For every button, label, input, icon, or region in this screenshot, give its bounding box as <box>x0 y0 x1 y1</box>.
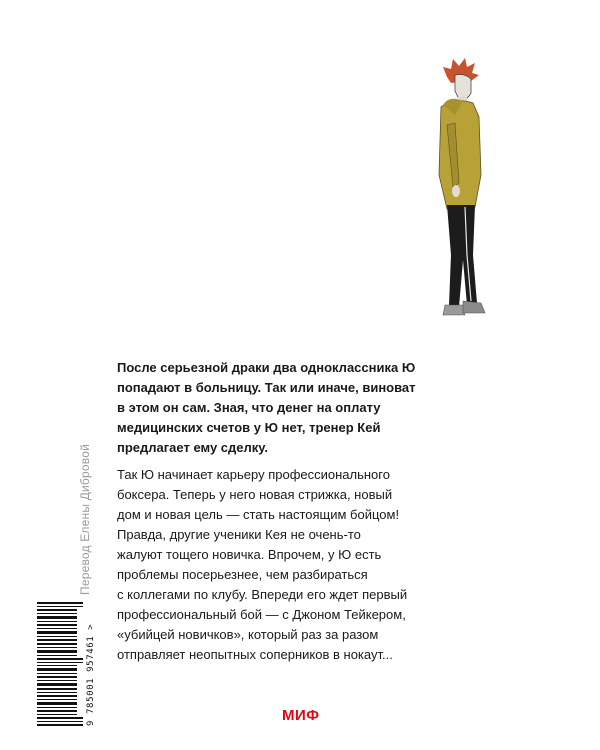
translator-credit: Перевод Елены Дибровой <box>78 444 92 595</box>
body-line: боксера. Теперь у него новая стрижка, новый <box>117 487 393 502</box>
body-line: «убийцей новичков», который раз за разом <box>117 627 379 642</box>
lead-line: предлагает ему сделку. <box>117 440 268 455</box>
publisher-logo: МИФ <box>282 707 320 724</box>
body-line: проблемы посерьезнее, чем разбираться <box>117 567 368 582</box>
body-line: отправляет неопытных соперников в нокаут... <box>117 647 393 662</box>
boy-figure-drawing <box>425 55 505 325</box>
lead-line: медицинских счетов у Ю нет, тренер Кей <box>117 420 381 435</box>
description-paragraph <box>117 465 437 665</box>
lead-paragraph <box>117 358 417 458</box>
body-line: с коллегами по клубу. Впереди его ждет первый <box>117 587 408 602</box>
body-line: профессиональный бой — с Джоном Тейкером, <box>117 607 406 622</box>
lead-line: попадают в больницу. Так или иначе, виноват <box>117 380 416 395</box>
body-line: Правда, другие ученики Кея не очень-то <box>117 527 361 542</box>
body-line: Так Ю начинает карьеру профессионального <box>117 467 390 482</box>
lead-line: После серьезной драки два одноклассника Ю <box>117 360 416 375</box>
body-line: жалуют тощего новичка. Впрочем, у Ю есть <box>117 547 382 562</box>
barcode-number: 9 785001 957461 > <box>86 623 96 726</box>
lead-line: в этом он сам. Зная, что денег на оплату <box>117 400 381 415</box>
body-line: дом и новая цель — стать настоящим бойцом! <box>117 507 400 522</box>
character-illustration <box>425 55 505 325</box>
